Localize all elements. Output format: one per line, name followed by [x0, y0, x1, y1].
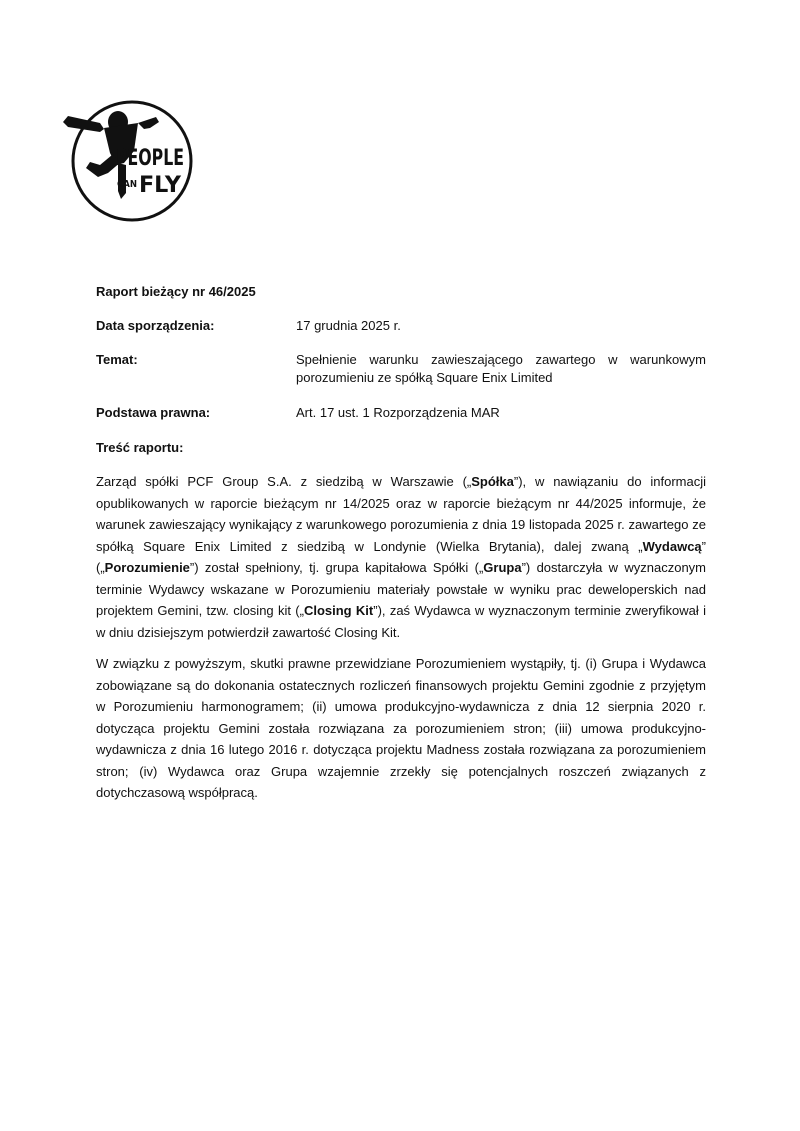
date-label: Data sporządzenia: — [96, 318, 215, 333]
report-paragraph-2: W związku z powyższym, skutki prawne przewidziane Porozumieniem wystąpiły, tj. (i) Grupa i Wydawca zobowiązane są do dokonania ostatecznych rozliczeń finansowych projektu Gemini zgodnie z przyjętym w Porozumieniu harmonogramem; (ii) umowa produkcyjno-wydawnicza z dnia 12 sierpnia 2020 r. dotycząca projektu Gemini została rozwiązana za porozumieniem stron; (iii) umowa produkcyjno-wydawnicza z dnia 16 lutego 2016 r. dotycząca projektu Madness została rozwiązana za porozumieniem stron; (iv) Wydawca oraz Grupa wzajemnie zrzekły się potencjalnych roszczeń związanych z dotychczasową współpracą. — [96, 656, 706, 800]
basis-label: Podstawa prawna: — [96, 405, 211, 420]
term-closing-kit: Closing Kit — [303, 603, 374, 618]
date-value: 17 grudnia 2025 r. — [296, 318, 401, 333]
term-grupa: Grupa — [483, 560, 522, 575]
topic-label: Temat: — [96, 352, 138, 367]
basis-value: Art. 17 ust. 1 Rozporządzenia MAR — [296, 405, 500, 420]
report-paragraph-1: Zarząd spółki PCF Group S.A. z siedzibą w Warszawie („Spółka”), w nawiązaniu do informacji opublikowanych w raporcie bieżącym nr 14/2025 oraz w raporcie bieżącym nr 44/2025 informuje, że warunek zawieszający wynikający z warunkowego porozumienia z dnia 19 listopada 2025 r. zawartego ze spółką Square Enix Limited z siedzibą w Londynie (Wielka Brytania), dalej zwaną „Wydawcą” („Porozumienie”) został spełniony, tj. grupa kapitałowa Spółki („Grupa”) dostarczyła w wyznaczonym terminie Wydawcy wskazane w Porozumieniu materiały powstałe w wyniku prac deweloperskich nad projektem Gemini, tzw. closing kit („Closing Kit”), zaś Wydawca w wyznaczonym terminie zweryfikował i w dniu dzisiejszym potwierdził zawartość Closing Kit. — [96, 474, 707, 640]
logo-text-people: PEOPLE — [116, 146, 184, 171]
term-spolka: Spółka — [471, 474, 514, 489]
content-heading: Treść raportu: — [96, 440, 184, 455]
report-title: Raport bieżący nr 46/2025 — [96, 284, 256, 299]
logo-text-fly: FLY — [139, 173, 183, 198]
term-porozumienie: Porozumienie — [104, 560, 190, 575]
logo-text-can: CAN — [117, 179, 137, 190]
term-wydawca: Wydawcą — [642, 538, 702, 554]
company-logo — [60, 95, 200, 225]
topic-value: Spełnienie warunku zawieszającego zawartego w warunkowym porozumieniu ze spółką Square Enix Limited — [296, 352, 706, 385]
